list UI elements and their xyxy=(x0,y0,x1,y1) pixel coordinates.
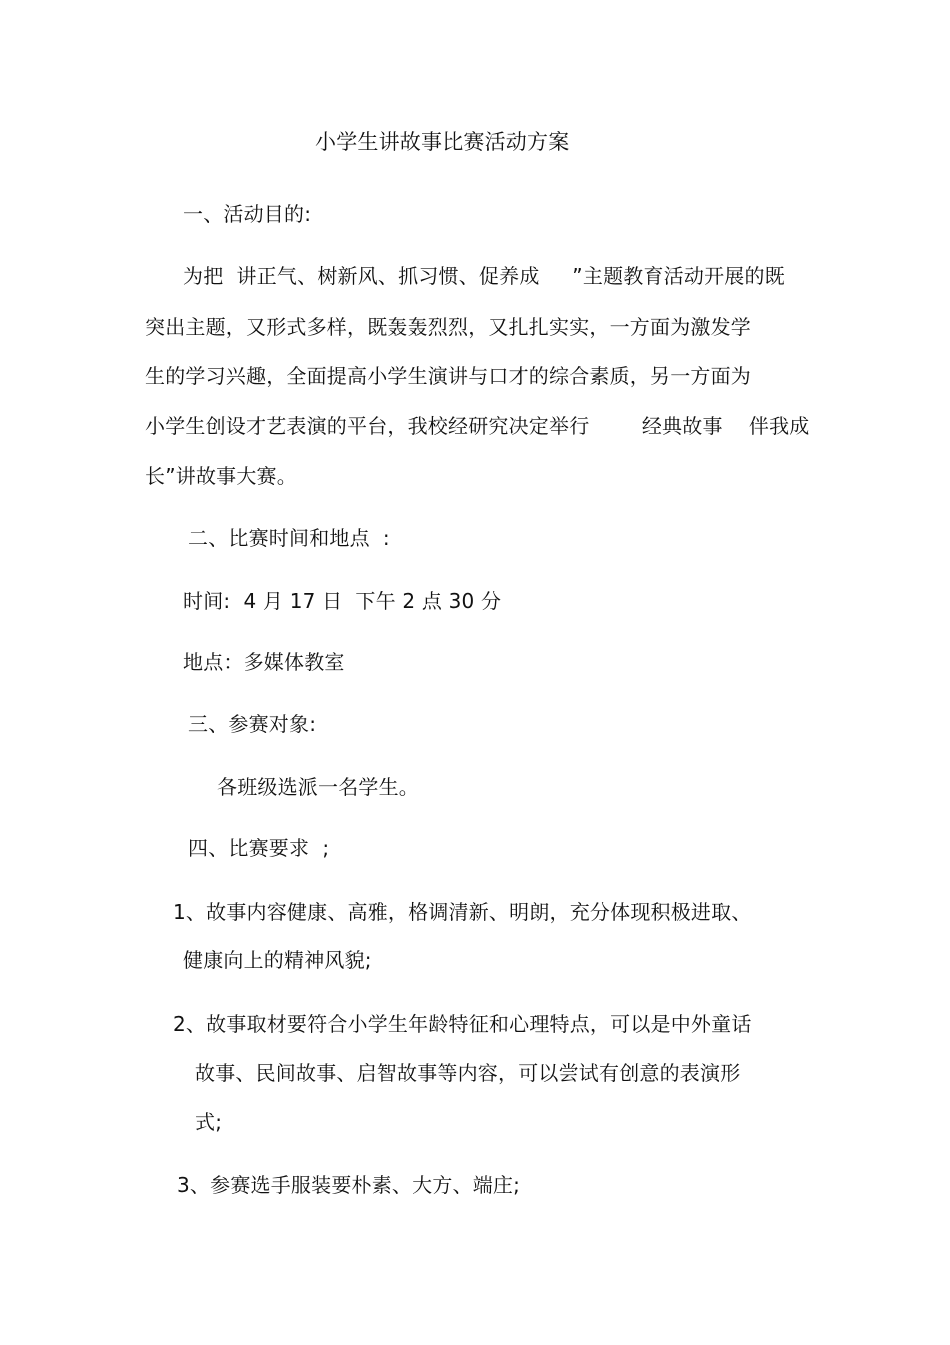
requirement-2-line-3: 式; xyxy=(195,1110,223,1134)
requirement-1-line-2: 健康向上的精神风貌; xyxy=(183,948,372,972)
section1-heading: 一、活动目的: xyxy=(183,202,312,226)
section1-line-4: 小学生创设才艺表演的平台，我校经研究决定举行 经典故事 伴我成 xyxy=(145,414,810,438)
document-title: 小学生讲故事比赛活动方案 xyxy=(315,130,570,154)
section3-content: 各班级选派一名学生。 xyxy=(217,775,419,799)
section2-place: 地点：多媒体教室 xyxy=(183,650,345,674)
section1-line-3: 生的学习兴趣，全面提高小学生演讲与口才的综合素质，另一方面为 xyxy=(145,364,751,388)
section1-line-1: 为把 讲正气、树新风、抓习惯、促养成 ”主题教育活动开展的既 xyxy=(183,264,785,288)
section2-time: 时间: 4 月 17 日 下午 2 点 30 分 xyxy=(183,589,502,613)
section4-heading: 四、比赛要求 ; xyxy=(188,836,330,860)
requirement-1-line-1: 1、故事内容健康、高雅，格调清新、明朗，充分体现积极进取、 xyxy=(173,900,752,924)
requirement-3-line-1: 3、参赛选手服装要朴素、大方、端庄; xyxy=(177,1173,521,1197)
section1-line-2: 突出主题，又形式多样，既轰轰烈烈，又扎扎实实，一方面为激发学 xyxy=(145,315,751,339)
requirement-2-line-2: 故事、民间故事、启智故事等内容，可以尝试有创意的表演形 xyxy=(195,1061,741,1085)
requirement-2-line-1: 2、故事取材要符合小学生年龄特征和心理特点，可以是中外童话 xyxy=(173,1012,752,1036)
section1-line-5: 长”讲故事大赛。 xyxy=(145,464,297,488)
section2-heading: 二、比赛时间和地点 : xyxy=(188,526,390,550)
section3-heading: 三、参赛对象: xyxy=(188,712,317,736)
